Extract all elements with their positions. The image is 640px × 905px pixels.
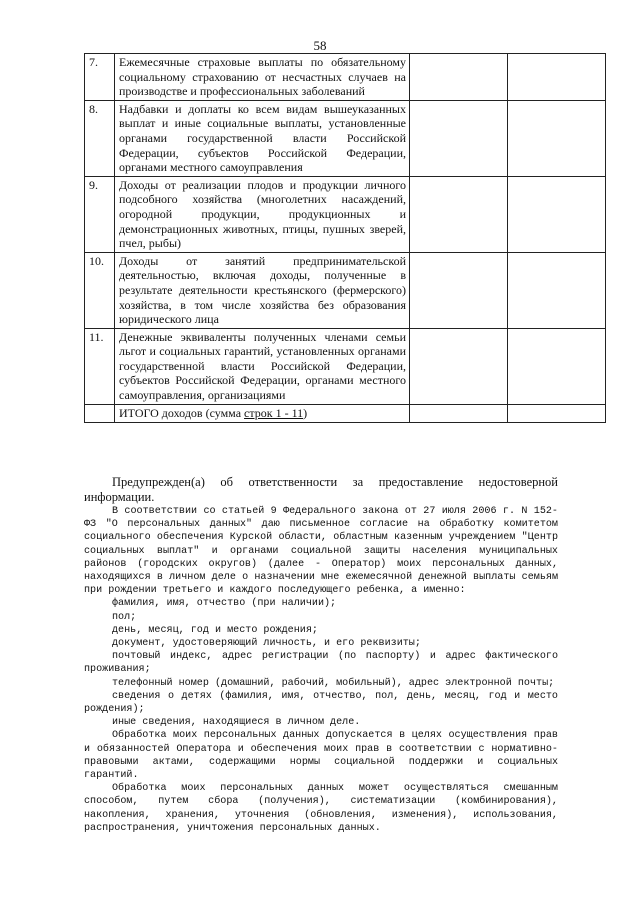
total-amount-cell[interactable]	[410, 404, 508, 422]
row-number	[85, 404, 115, 422]
row-number: 11.	[85, 328, 115, 404]
amount-cell[interactable]	[410, 100, 508, 176]
row-description: Денежные эквиваленты полученных членами семьи льгот и социальных гарантий, установленных органами государственной власти Российской Федерации, субъектов Российской Федерации, органами местного самоуправления, организациями	[115, 328, 410, 404]
consent-method: Обработка моих персональных данных может осуществляться смешанным способом, путем сбора (получения), систематизации (комбинирования), накопления, хранения, уточнения (обновления, изменения), использования, распространения, уничтожения персональных данных.	[84, 783, 558, 834]
amount-cell[interactable]	[508, 252, 606, 328]
row-number: 8.	[85, 100, 115, 176]
amount-cell[interactable]	[410, 252, 508, 328]
consent-item: телефонный номер (домашний, рабочий, мобильный), адрес электронной почты;	[112, 677, 555, 689]
row-description: Доходы от занятий предпринимательской деятельностью, включая доходы, полученные в результате деятельности крестьянского (фермерского) хозяйства, в том числе хозяйства без образования юридического лица	[115, 252, 410, 328]
row-description: Надбавки и доплаты ко всем видам вышеуказанных выплат и иные социальные выплаты, установленные органами государственной власти Российской Федерации, субъектов Российской Федерации, органами местного самоуправления	[115, 100, 410, 176]
consent-item: документ, удостоверяющий личность, и его реквизиты;	[112, 638, 421, 650]
amount-cell[interactable]	[508, 176, 606, 252]
consent-purpose: Обработка моих персональных данных допускается в целях осуществления прав и обязанностей Оператора и обеспечения моих прав в соответствии с нормативно-правовыми актами, содержащими нормы социальной поддержки и социальных гарантий.	[84, 730, 558, 782]
row-description: Доходы от реализации плодов и продукции личного подсобного хозяйства (многолетних насаждений, огородной продукции, продукционных и демонстрационных животных, птицы, пушных зверей, пчел, рыбы)	[115, 176, 410, 252]
total-amount-cell[interactable]	[508, 404, 606, 422]
row-number: 9.	[85, 176, 115, 252]
consent-item: почтовый индекс, адрес регистрации (по паспорту) и адрес фактического проживания;	[84, 651, 558, 676]
total-label-suffix: )	[303, 405, 308, 420]
total-label-prefix: ИТОГО доходов (сумма	[119, 405, 245, 420]
consent-item: день, месяц, год и место рождения;	[112, 624, 318, 636]
total-label	[115, 404, 410, 422]
consent-item: фамилия, имя, отчество (при наличии);	[112, 598, 337, 610]
consent-intro: В соответствии со статьей 9 Федерального закона от 27 июля 2006 г. N 152-ФЗ "О персональных данных" даю письменное согласие на обработку комитетом социального обеспечения Курской области, областным казенным учреждением "Центр социальных выплат" и органами социальной защиты населения муниципальных районов (городских округов) (далее - Оператор) моих персональных данных, находящихся в личном деле о назначении мне ежемесячной денежной выплаты семьям при рождении третьего и каждого последующего ребенка, а именно:	[84, 506, 558, 597]
consent-item: пол;	[112, 611, 137, 623]
table-row	[85, 176, 606, 252]
page-number: 58	[313, 38, 327, 53]
table-row	[85, 328, 606, 404]
amount-cell[interactable]	[410, 54, 508, 101]
responsibility-warning: Предупрежден(а) об ответственности за предоставление недостоверной информации.	[84, 475, 558, 504]
total-label-range: строк 1 - 11	[244, 405, 304, 420]
consent-item: иные сведения, находящиеся в личном деле.	[112, 717, 361, 729]
amount-cell[interactable]	[410, 176, 508, 252]
consent-item: сведения о детях (фамилия, имя, отчество, пол, день, месяц, год и место рождения);	[84, 690, 558, 716]
income-table	[84, 53, 606, 423]
row-number: 7.	[85, 54, 115, 101]
amount-cell[interactable]	[410, 328, 508, 404]
table-row	[85, 252, 606, 328]
row-description: Ежемесячные страховые выплаты по обязательному социальному страхованию от несчастных случаев на производстве и профессиональных заболеваний	[115, 54, 410, 101]
total-row	[85, 404, 606, 422]
row-number: 10.	[85, 252, 115, 328]
amount-cell[interactable]	[508, 100, 606, 176]
amount-cell[interactable]	[508, 328, 606, 404]
table-row	[85, 54, 606, 101]
consent-section	[84, 505, 558, 835]
amount-cell[interactable]	[508, 54, 606, 101]
table-row	[85, 100, 606, 176]
